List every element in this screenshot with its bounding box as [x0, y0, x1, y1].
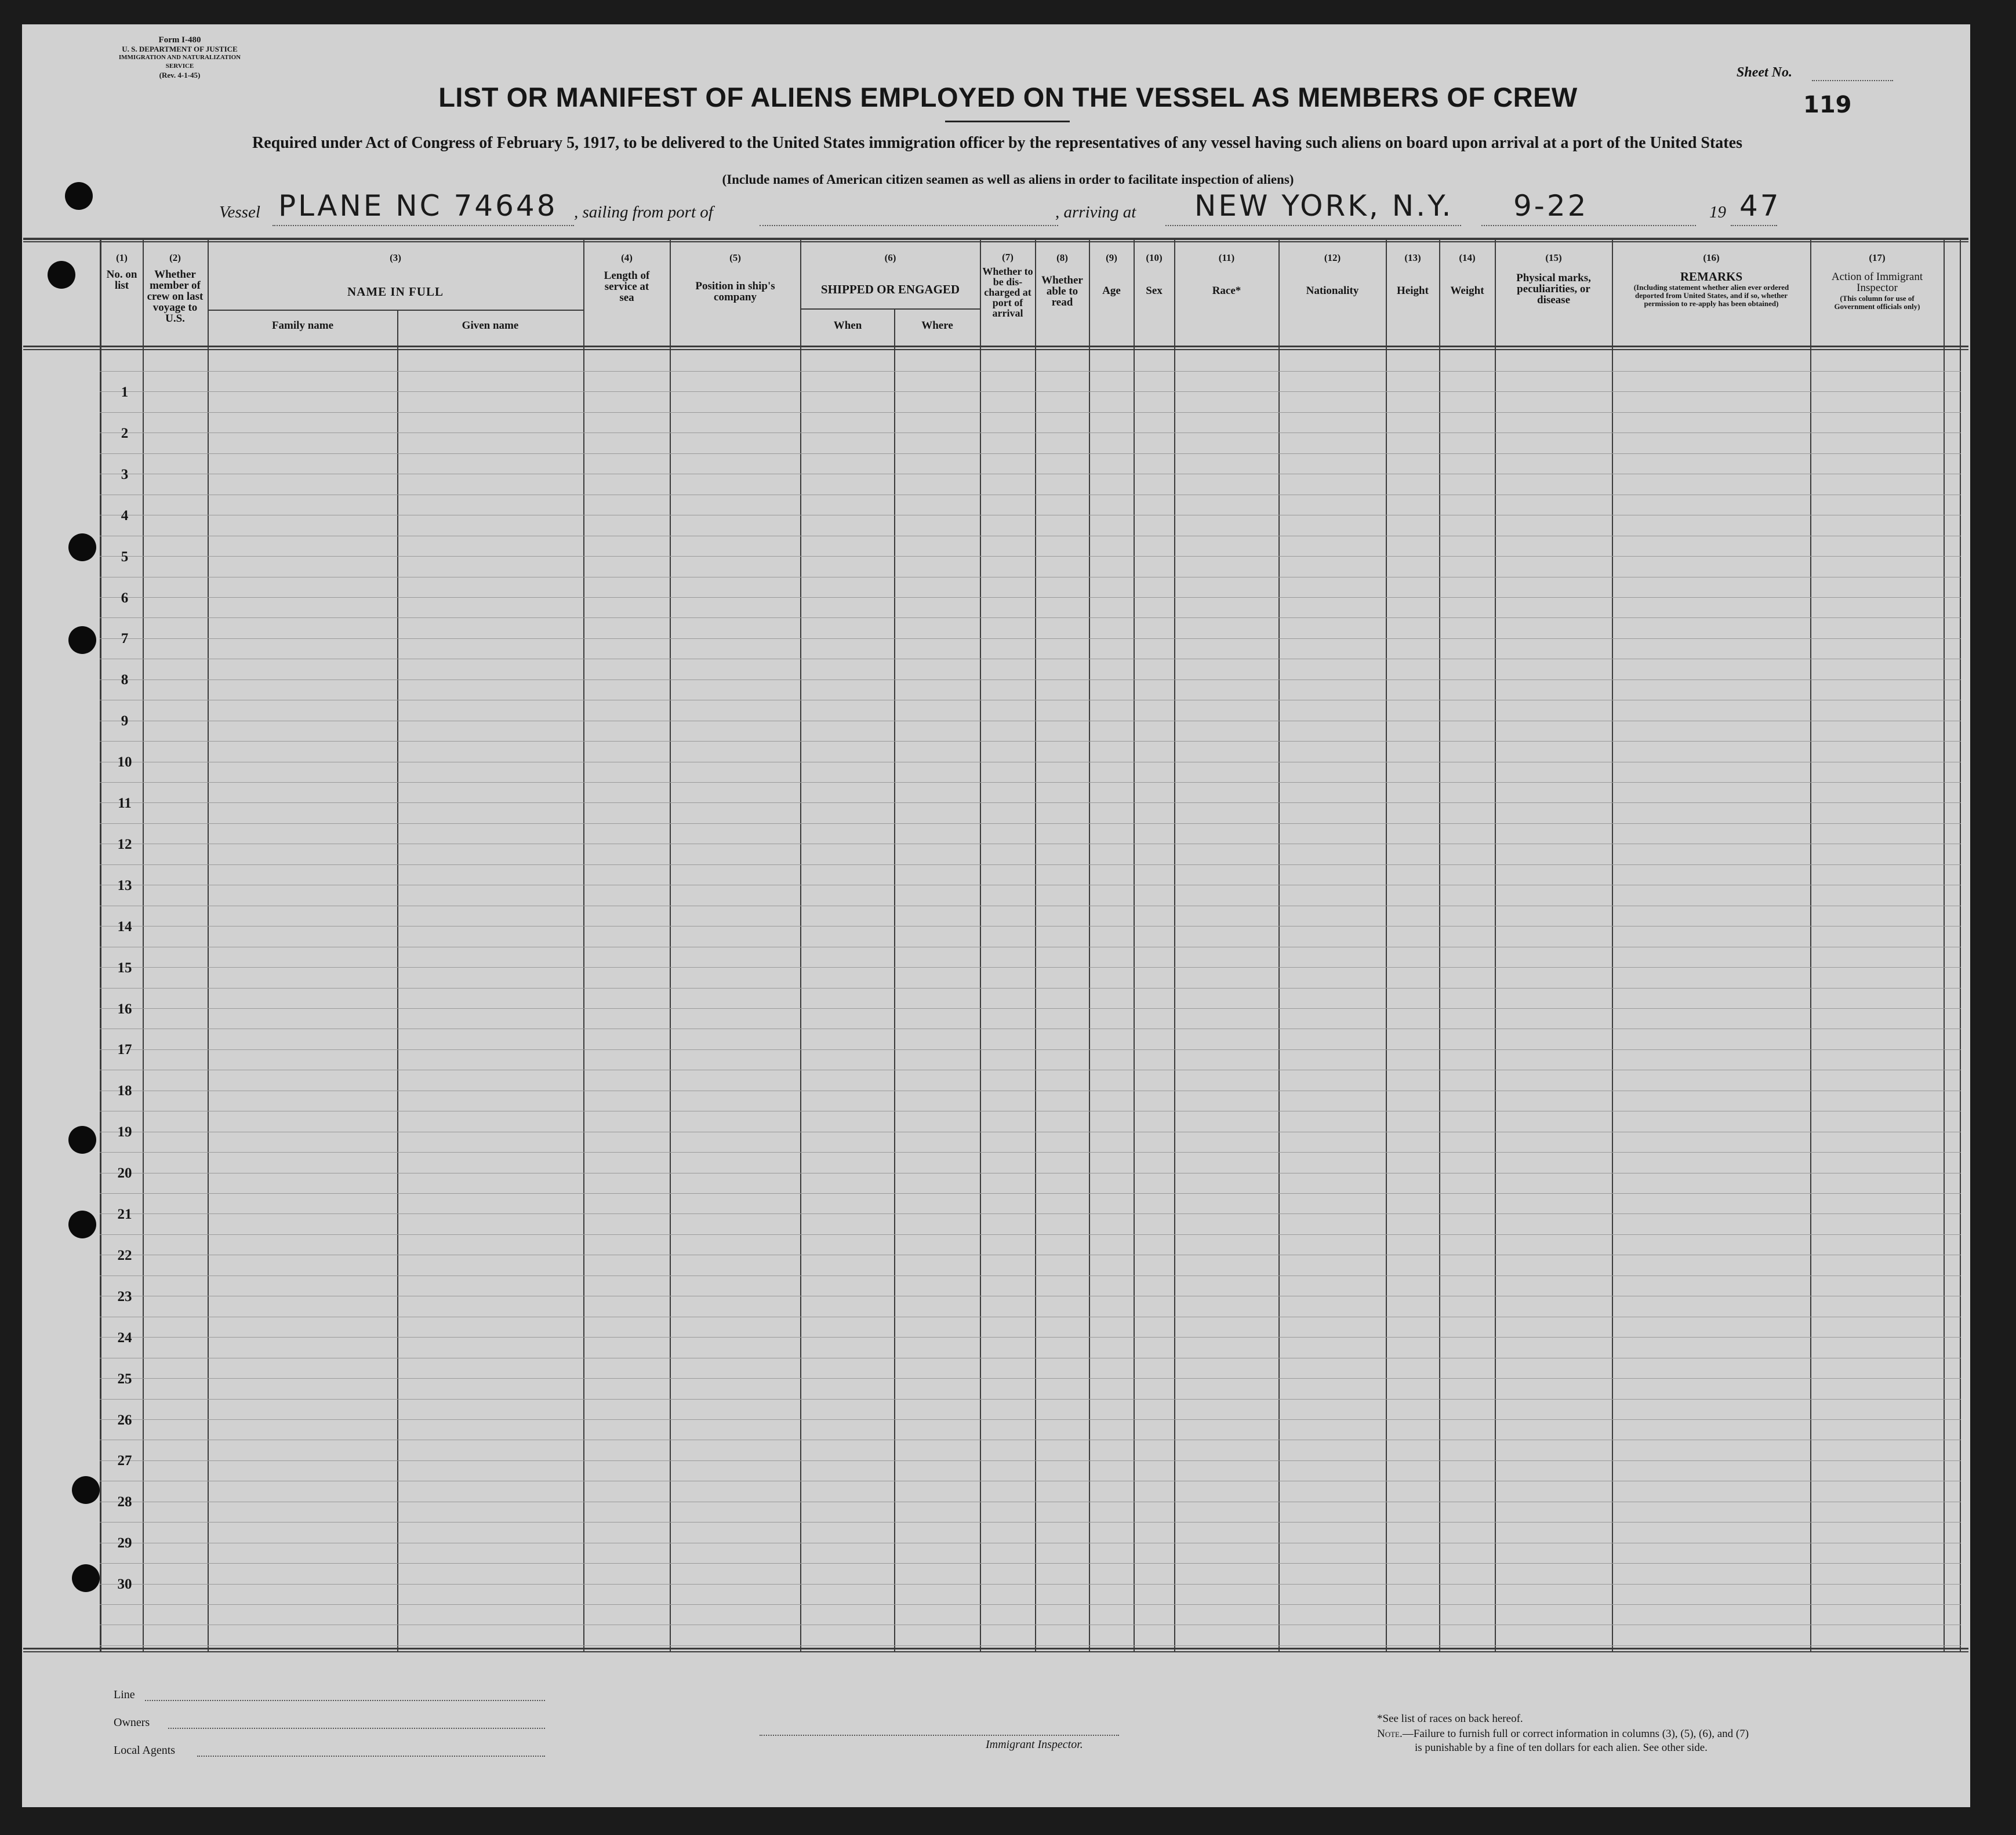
col-3-label: NAME IN FULL: [347, 285, 444, 299]
date-dotline: [1481, 225, 1696, 226]
row-number: 25: [117, 1371, 132, 1387]
ruled-line: [100, 1563, 1961, 1564]
col-5-number: (5): [729, 252, 741, 263]
row-number: 3: [121, 467, 129, 482]
vessel-value: PLANE NC 74648: [278, 189, 558, 223]
punch-hole: [72, 1564, 100, 1592]
col-10-label: Sex: [1146, 285, 1163, 297]
ruled-line: [100, 1460, 1961, 1461]
footer-note-text-2: is punishable by a fine of ten dollars for each alien. See other side.: [1415, 1742, 1708, 1754]
sailing-dotline: [760, 225, 1058, 226]
footer-inspector-label: Immigrant Inspector.: [986, 1738, 1083, 1751]
col-15-header: [1496, 252, 1611, 306]
row-number: 9: [121, 713, 129, 729]
row-number: 23: [117, 1289, 132, 1305]
arriving-dotline: [1165, 225, 1461, 226]
row-number: 28: [117, 1494, 132, 1510]
sheet-number: 119: [1803, 92, 1852, 118]
form-id-block: [104, 36, 255, 79]
col-17-number: (17): [1869, 252, 1886, 263]
arriving-label: , arriving at: [1055, 203, 1136, 221]
col-16-number: (16): [1703, 252, 1720, 263]
ruled-line: [100, 391, 1961, 392]
year-value: 47: [1739, 189, 1781, 223]
ruled-line: [100, 802, 1961, 803]
title-rule: [945, 121, 1070, 122]
vessel-label: Vessel: [219, 203, 260, 221]
col-13-label: Height: [1397, 285, 1429, 297]
punch-hole: [68, 533, 96, 561]
col-1-header: [102, 252, 141, 291]
col-4-number: (4): [621, 252, 633, 263]
given-name-header: Given name: [462, 319, 519, 332]
footer-note: [1377, 1728, 1749, 1740]
col-17-label: Action of Immigrant Inspector: [1831, 271, 1923, 294]
row-number: 14: [117, 919, 132, 935]
col-14-number: (14): [1459, 252, 1476, 263]
ruled-line: [100, 617, 1961, 618]
form-number: Form I-480: [158, 35, 201, 45]
ruled-line: [100, 741, 1961, 742]
form-revision: (Rev. 4-1-45): [159, 71, 201, 79]
col-15-label: Physical marks, peculiarities, or disease: [1516, 272, 1591, 306]
row-number: 18: [117, 1083, 132, 1099]
row-number: 4: [121, 508, 129, 524]
year-dotline: [1731, 225, 1777, 226]
col-9-number: (9): [1106, 252, 1117, 263]
ruled-line: [100, 597, 1961, 598]
col-16-sub: (Including statement whether alien ever ordered deported from United States, and if so, whether permission to re-apply has been obtained): [1633, 283, 1789, 308]
header-bottom-rule: [23, 346, 1968, 347]
ruled-line: [100, 1399, 1961, 1400]
col-12-label: Nationality: [1306, 285, 1359, 297]
arriving-value: NEW YORK, N.Y.: [1194, 189, 1454, 223]
punch-hole: [68, 1211, 96, 1238]
row-number: 27: [117, 1453, 132, 1469]
shipped-sub-rule: [800, 308, 980, 310]
col-6-header: [802, 252, 978, 295]
col-11-label: Race*: [1212, 285, 1241, 297]
footer-owners-dotline: [168, 1728, 545, 1729]
col-6-number: (6): [884, 252, 896, 263]
ruled-line: [100, 453, 1961, 454]
form-department: U. S. DEPARTMENT OF JUSTICE: [122, 45, 238, 53]
punch-hole: [72, 1476, 100, 1504]
col-6-label: SHIPPED OR ENGAGED: [820, 282, 960, 296]
table-bottom-rule: [23, 1648, 1968, 1649]
row-number: 10: [117, 754, 132, 770]
col-7-label: Whether to be dis-charged at port of arrival: [982, 266, 1033, 319]
footer-line-label: Line: [114, 1688, 135, 1701]
row-number: 21: [117, 1207, 132, 1222]
col-13-header: [1387, 252, 1438, 296]
col-2-label: Whether member of crew on last voyage to U.S.: [147, 268, 204, 325]
subtitle: Required under Act of Congress of February 5, 1917, to be delivered to the United States immigration officer by the representatives of any vessel having such aliens on board upon arrival at a port of the United States: [252, 134, 1742, 152]
col-15-number: (15): [1545, 252, 1562, 263]
col-16-header: [1614, 252, 1809, 308]
punch-hole: [68, 1126, 96, 1154]
ruled-line: [100, 1008, 1961, 1009]
col-1-number: (1): [116, 252, 128, 263]
col-10-header: [1135, 252, 1173, 296]
row-number: 17: [117, 1042, 132, 1058]
ruled-line: [100, 864, 1961, 865]
ruled-line: [100, 412, 1961, 413]
row-number: 5: [121, 549, 129, 565]
col-4-header: [586, 252, 668, 303]
col-8-header: [1037, 252, 1088, 308]
row-number: 16: [117, 1001, 132, 1017]
col-4-label: Length of service at sea: [604, 270, 650, 304]
inspector-dotline: [760, 1735, 1119, 1736]
form-service: IMMIGRATION AND NATURALIZATION SERVICE: [118, 54, 241, 70]
col-5-header: [672, 252, 798, 303]
footer-agents-label: Local Agents: [114, 1744, 176, 1757]
col-14-label: Weight: [1450, 285, 1484, 297]
row-number: 20: [117, 1165, 132, 1181]
row-number: 26: [117, 1412, 132, 1428]
ruled-line: [100, 1337, 1961, 1338]
ruled-line: [100, 823, 1961, 824]
ruled-line: [100, 1234, 1961, 1235]
footer-line-dotline: [145, 1700, 545, 1701]
col-12-header: [1280, 252, 1385, 296]
ruled-line: [100, 371, 1961, 372]
col-3-number: (3): [390, 252, 401, 263]
col-11-header: [1176, 252, 1277, 296]
col-2-header: [145, 252, 205, 324]
row-number: 11: [118, 795, 132, 811]
ruled-line: [100, 1584, 1961, 1585]
footer-races-note: *See list of races on back hereof.: [1377, 1713, 1523, 1725]
ruled-line: [100, 1213, 1961, 1214]
punch-hole: [68, 626, 96, 654]
ruled-line: [100, 638, 1961, 639]
ruled-line: [100, 1152, 1961, 1153]
footer-note-label: Note.: [1377, 1728, 1403, 1740]
ruled-line: [100, 1193, 1961, 1194]
punch-hole: [65, 182, 93, 210]
col-7-header: [982, 252, 1034, 318]
col-9-header: [1091, 252, 1132, 296]
col-14-header: [1441, 252, 1494, 296]
col-10-number: (10): [1146, 252, 1163, 263]
col-5-label: Position in ship's company: [695, 280, 775, 303]
col-3-header: [210, 252, 581, 297]
page-title: LIST OR MANIFEST OF ALIENS EMPLOYED ON THE VESSEL AS MEMBERS OF CREW: [438, 82, 1578, 112]
ruled-line: [100, 1604, 1961, 1605]
row-number: 7: [121, 631, 129, 646]
row-number: 8: [121, 672, 129, 688]
col-12-number: (12): [1324, 252, 1341, 263]
where-header: Where: [921, 319, 953, 332]
row-number: 22: [117, 1248, 132, 1263]
footer-agents-dotline: [197, 1756, 545, 1757]
col-11-number: (11): [1218, 252, 1235, 263]
row-number: 24: [117, 1330, 132, 1346]
family-name-header: Family name: [271, 319, 334, 332]
ruled-line: [100, 1645, 1961, 1646]
col-1-label: No. on list: [106, 268, 137, 292]
ruled-line: [100, 1049, 1961, 1050]
name-sub-rule: [208, 310, 583, 311]
vessel-dotline: [273, 225, 574, 226]
sailing-label: , sailing from port of: [574, 203, 713, 221]
ruled-line: [100, 1378, 1961, 1379]
row-number: 30: [117, 1576, 132, 1592]
col-17-header: [1812, 252, 1942, 311]
year-prefix: 19: [1709, 203, 1726, 221]
date-value: 9-22: [1513, 189, 1589, 223]
row-number: 29: [117, 1535, 132, 1551]
ruled-line: [100, 988, 1961, 989]
ruled-line: [100, 1419, 1961, 1420]
footer-owners-label: Owners: [114, 1716, 150, 1729]
row-number: 2: [121, 426, 129, 441]
when-header: When: [833, 319, 862, 332]
table-top-rule: [23, 238, 1968, 240]
row-number: 1: [121, 384, 129, 400]
row-number: 13: [117, 878, 132, 893]
row-number: 15: [117, 960, 132, 976]
col-2-number: (2): [169, 252, 181, 263]
footer-note-text: —Failure to furnish full or correct information in columns (3), (5), (6), and (7): [1402, 1728, 1749, 1740]
col-16-label: REMARKS: [1680, 270, 1743, 284]
row-number: 6: [121, 590, 129, 606]
col-17-sub: (This column for use of Government officials only): [1834, 294, 1920, 311]
row-number: 19: [117, 1124, 132, 1140]
col-8-number: (8): [1056, 252, 1068, 263]
col-13-number: (13): [1404, 252, 1421, 263]
ruled-line: [100, 967, 1961, 968]
punch-hole: [48, 261, 75, 289]
ruled-line: [100, 556, 1961, 557]
col-8-label: Whether able to read: [1041, 274, 1083, 308]
col-7-number: (7): [1002, 252, 1014, 263]
sheet-label: Sheet No.: [1737, 65, 1792, 80]
col-9-label: Age: [1102, 285, 1121, 297]
ruled-line: [100, 782, 1961, 783]
include-note: (Include names of American citizen seamen as well as aliens in order to facilitate inspection of aliens): [722, 172, 1294, 187]
row-number: 12: [117, 837, 132, 852]
